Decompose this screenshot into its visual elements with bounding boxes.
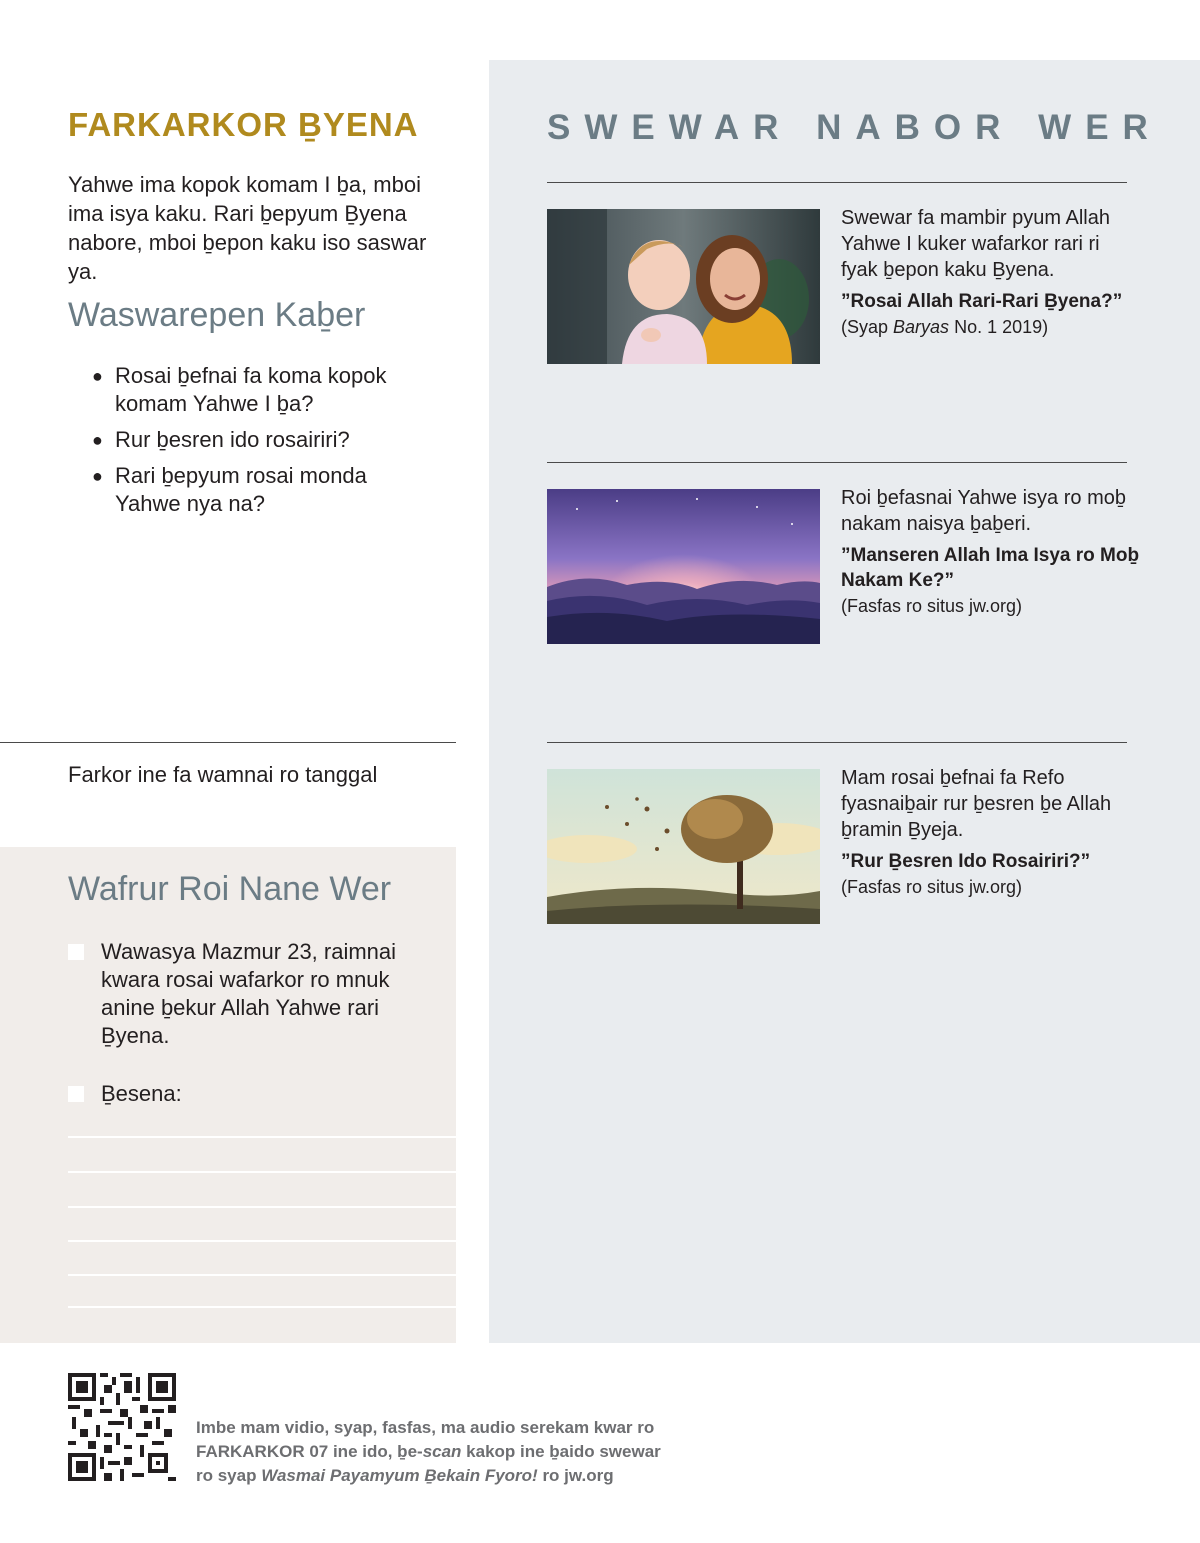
explore-card[interactable]	[547, 209, 1127, 364]
explore-title: SWEWAR NABOR WER	[547, 108, 1162, 147]
bullet-icon: ●	[92, 430, 103, 450]
write-line[interactable]	[68, 1136, 456, 1138]
write-line[interactable]	[68, 1274, 456, 1276]
explore-card[interactable]	[547, 769, 1127, 924]
footer-text: Imbe mam vidio, syap, fasfas, ma audio serekam kwar ro FARKARKOR 07 ine ido, ḇe-scan kakop ine ḇaido swewar ro syap Wasmai Payamyum Ḇekain Fyoro! ro jw.org	[196, 1418, 661, 1485]
review-title: Waswarepen Kaḇer	[68, 296, 366, 334]
divider	[547, 742, 1127, 743]
card-description: Roi ḇefasnai Yahwe isya ro moḇ nakam naisya ḇaḇeri.	[841, 487, 1126, 535]
goal-item: Wawasya Mazmur 23, raimnai kwara rosai wafarkor ro mnuk anine ḇekur Allah Yahwe rari Ḇyena.	[68, 938, 428, 1050]
write-line[interactable]	[68, 1206, 456, 1208]
divider	[547, 182, 1127, 183]
goal-checkbox[interactable]	[68, 944, 84, 960]
card-source: (Syap Baryas No. 1 2019)	[841, 317, 1049, 337]
write-line[interactable]	[68, 1306, 456, 1308]
sunrise-mountains-image[interactable]	[547, 489, 820, 644]
card-description: Swewar fa mambir pyum Allah Yahwe I kuker wafarkor rari ri fyak ḇepon kaku Ḇyena.	[841, 207, 1110, 281]
write-line[interactable]	[68, 1171, 456, 1173]
date-note: Farkor ine fa wamnai ro tanggal	[68, 762, 378, 787]
bullet-icon: ●	[92, 366, 103, 386]
card-title[interactable]: ”Manseren Allah Ima Isya ro Moḇ Nakam Ke?”	[841, 545, 1140, 591]
write-line[interactable]	[68, 1240, 456, 1242]
card-source: (Fasfas ro situs jw.org)	[841, 596, 1023, 616]
goals-title: Wafrur Roi Nane Wer	[68, 870, 392, 908]
goal-checkbox[interactable]	[68, 1086, 84, 1102]
review-question: ● Rur ḇesren ido rosairiri?	[92, 427, 350, 452]
divider	[0, 742, 456, 743]
bullet-icon: ●	[92, 466, 103, 486]
card-title[interactable]: ”Rur Ḇesren Ido Rosairiri?”	[841, 851, 1091, 872]
lesson-intro: Yahwe ima kopok komam I ḇa, mboi ima isya kaku. Rari ḇepyum Ḇyena nabore, mboi ḇepon kaku iso saswar ya.	[68, 172, 427, 284]
lesson-kicker: FARKARKOR ḆYENA	[68, 106, 419, 143]
review-question: ● Rari ḇepyum rosai monda Yahwe nya na?	[92, 463, 367, 516]
mother-child-photo[interactable]	[547, 209, 820, 364]
review-questions	[92, 362, 422, 526]
explore-card[interactable]	[547, 487, 1140, 644]
card-source: (Fasfas ro situs jw.org)	[841, 877, 1023, 897]
card-description: Mam rosai ḇefnai fa Refo fyasnaiḇair rur ḇesren ḇe Allah ḇramin Ḇyeja.	[841, 767, 1112, 841]
card-title[interactable]: ”Rosai Allah Rari-Rari Ḇyena?”	[841, 291, 1123, 312]
divider	[547, 462, 1127, 463]
goal-item: Ḇesena:	[68, 1080, 428, 1108]
review-question: ● Rosai ḇefnai fa koma kopok komam Yahwe I ḇa?	[92, 363, 387, 416]
tree-illustration[interactable]	[547, 769, 820, 924]
qr-code-icon[interactable]	[68, 1373, 176, 1481]
